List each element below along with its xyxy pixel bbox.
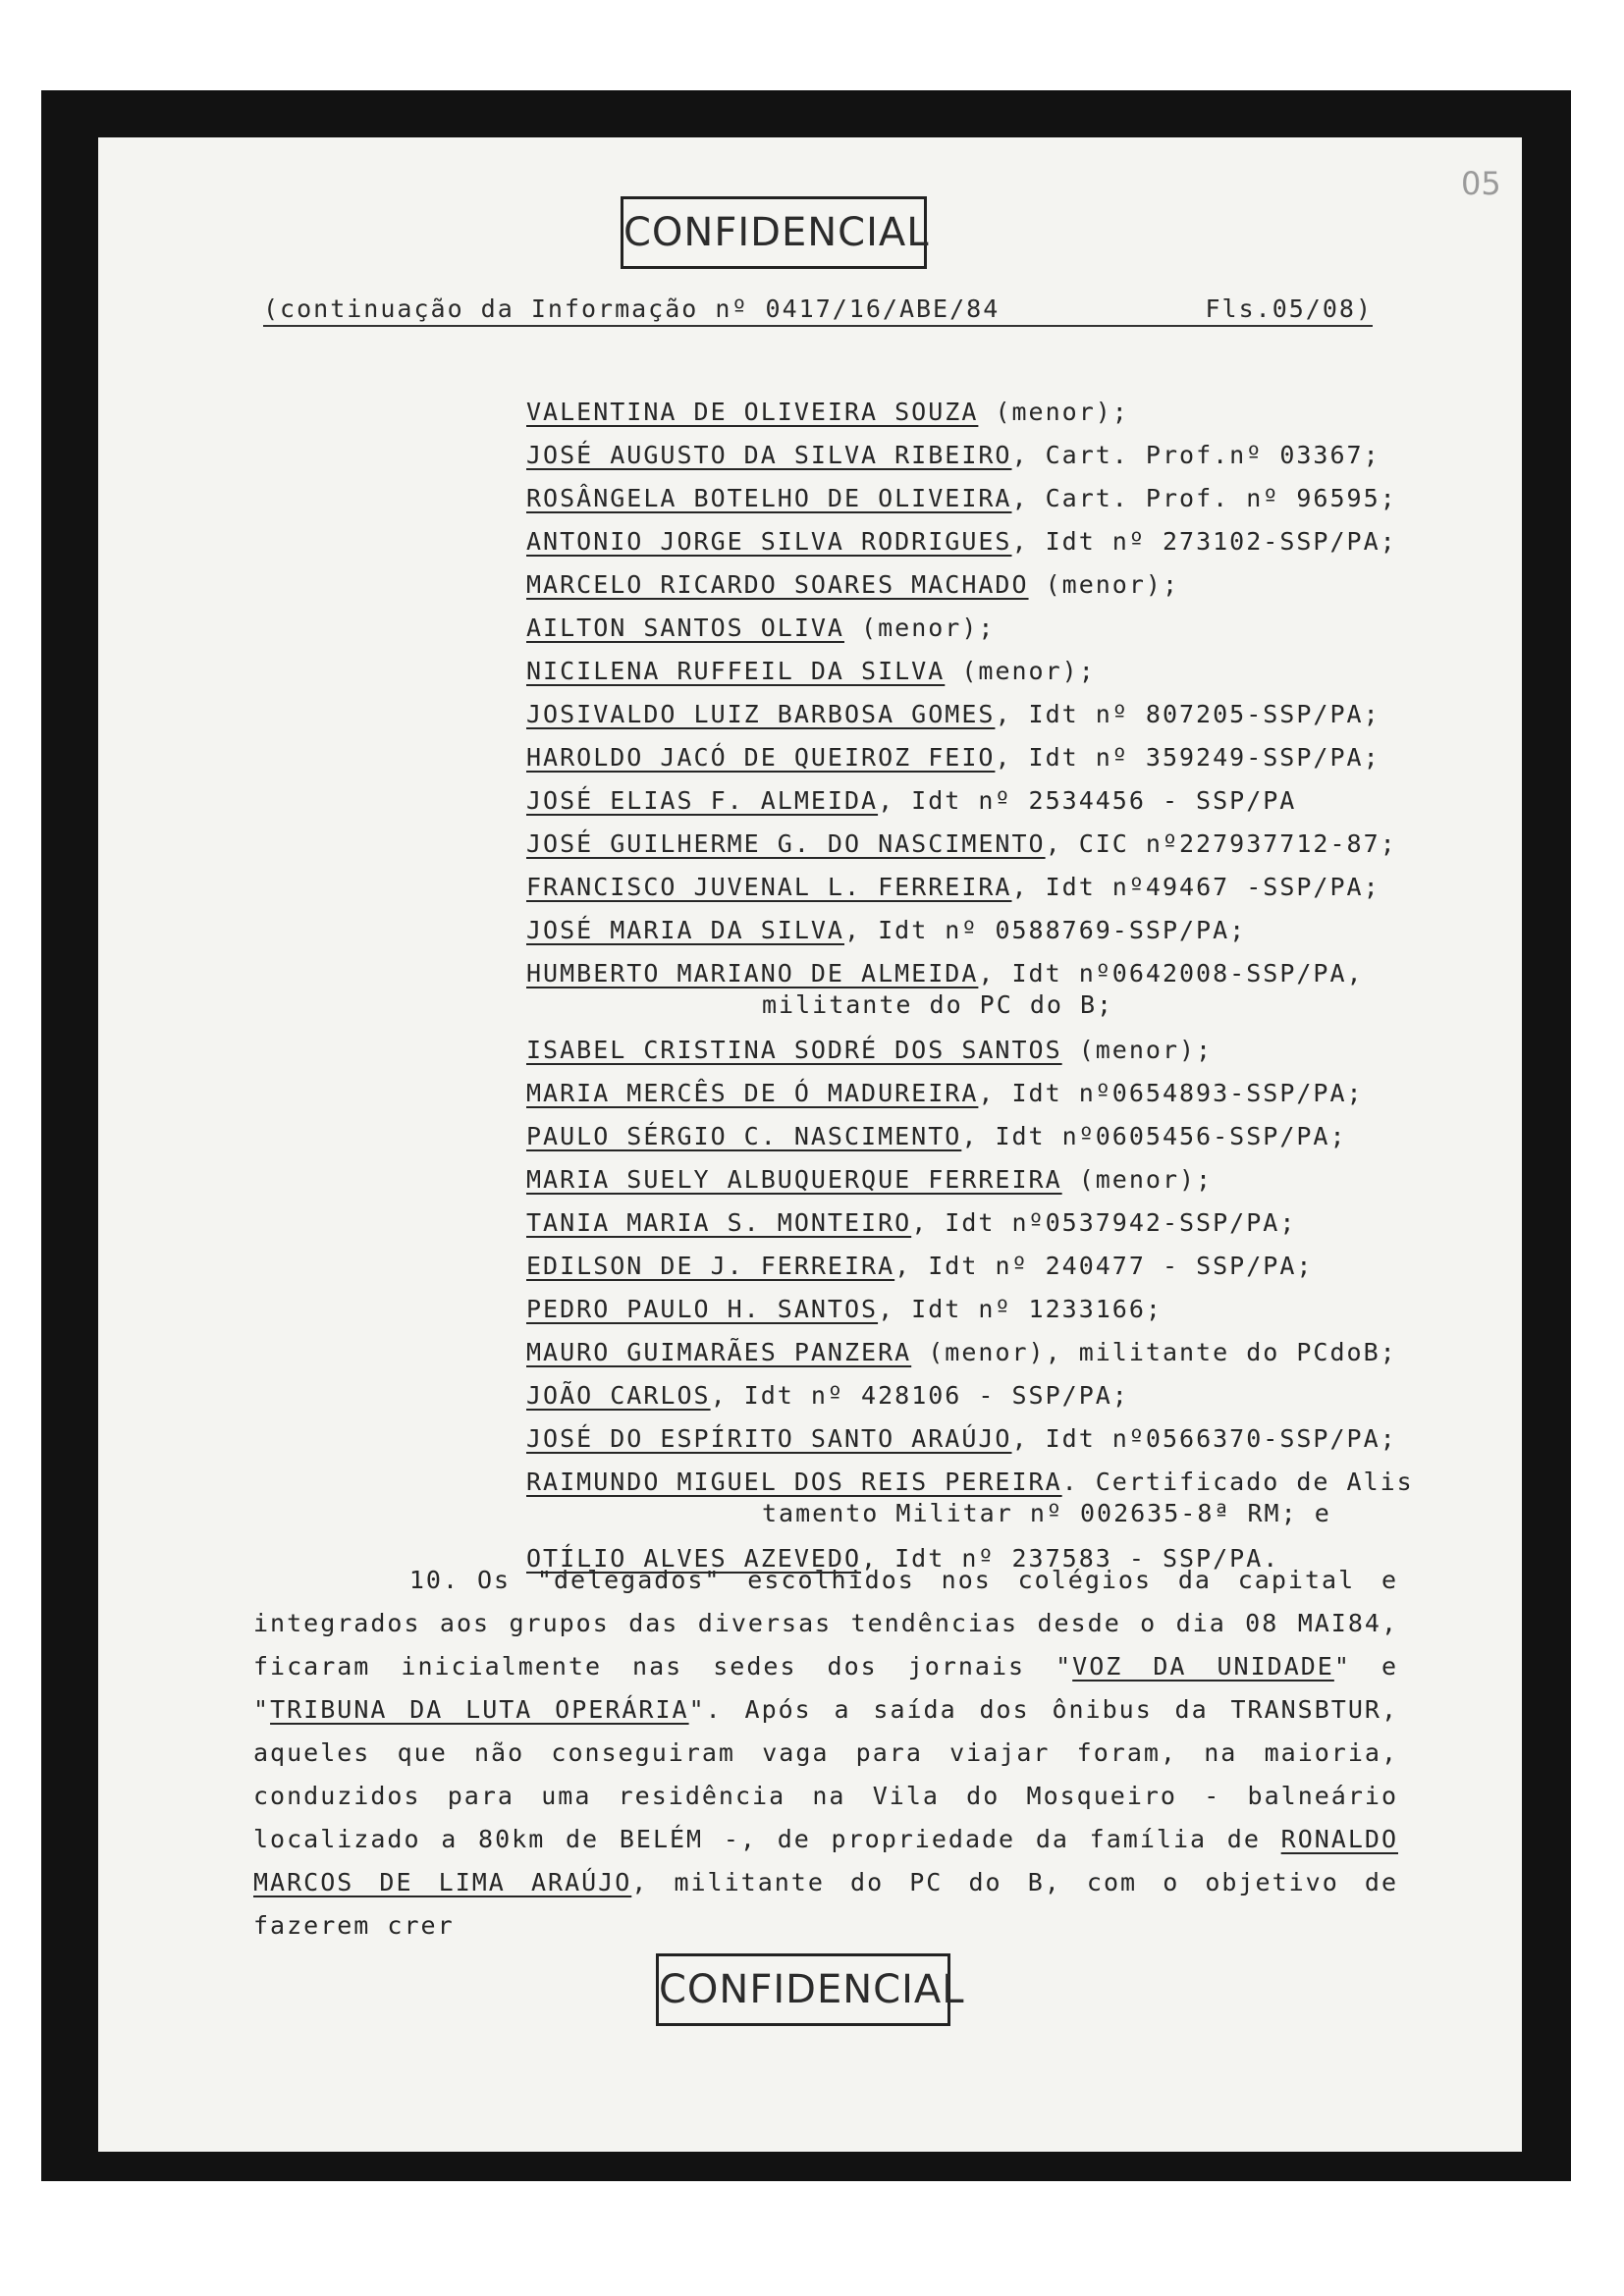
person-details: (menor); — [1061, 1165, 1214, 1194]
list-item — [526, 520, 1430, 563]
list-item — [526, 779, 1430, 823]
person-name: JOSIVALDO LUIZ BARBOSA GOMES — [526, 700, 996, 728]
confidential-stamp-top: CONFIDENCIAL — [621, 196, 927, 269]
person-name: HAROLDO JACÓ DE QUEIROZ FEIO — [526, 743, 996, 772]
list-item — [526, 1461, 1430, 1537]
person-name: JOSÉ DO ESPÍRITO SANTO ARAÚJO — [526, 1424, 1012, 1453]
person-name: JOSÉ MARIA DA SILVA — [526, 916, 844, 944]
list-item — [526, 909, 1430, 952]
paragraph-text-1: Os "delegados" escolhidos nos colégios da capital e integrados aos grupos das diversas tendências desde o dia 08 MAI84, ficaram inicialmente nas sedes dos jornais " — [253, 1566, 1398, 1681]
header-title: (continuação da Informação nº 0417/16/ABE/84 — [263, 294, 1001, 323]
person-details: , Idt nº 807205-SSP/PA; — [995, 700, 1380, 728]
person-name: TANIA MARIA S. MONTEIRO — [526, 1208, 912, 1237]
person-details: , Idt nº 237583 - SSP/PA. — [861, 1544, 1280, 1573]
folio-number: Fls.05/08) — [1205, 294, 1373, 323]
person-name: JOSÉ GUILHERME G. DO NASCIMENTO — [526, 829, 1046, 858]
person-details: , Idt nº0642008-SSP/PA, — [978, 959, 1364, 988]
list-item — [526, 391, 1430, 434]
list-item — [526, 1417, 1430, 1461]
person-name: FRANCISCO JUVENAL L. FERREIRA — [526, 873, 1012, 901]
paragraph-text-4: , militante do PC do B, com o objetivo de fazerem crer — [253, 1868, 1398, 1940]
person-name: NICILENA RUFFEIL DA SILVA — [526, 657, 946, 685]
list-item — [526, 1331, 1430, 1374]
list-item — [526, 1072, 1430, 1115]
person-name: RAIMUNDO MIGUEL DOS REIS PEREIRA — [526, 1468, 1062, 1496]
person-details: (menor); — [1028, 570, 1180, 599]
person-name: JOSÉ AUGUSTO DA SILVA RIBEIRO — [526, 441, 1012, 469]
person-details: , Idt nº 2534456 - SSP/PA — [878, 786, 1297, 815]
person-details: , Idt nº0605456-SSP/PA; — [961, 1122, 1347, 1150]
person-name: MARIA MERCÊS DE Ó MADUREIRA — [526, 1079, 979, 1107]
paragraph-number: 10. — [408, 1566, 460, 1594]
confidential-stamp-bottom: CONFIDENCIAL — [656, 1953, 950, 2026]
list-item — [526, 477, 1430, 520]
person-name: JOSÉ ELIAS F. ALMEIDA — [526, 786, 879, 815]
list-item — [526, 1288, 1430, 1331]
person-details: (menor); — [1061, 1036, 1214, 1064]
person-name: MAURO GUIMARÃES PANZERA — [526, 1338, 912, 1366]
names-list — [526, 391, 1430, 1580]
person-name: MARCELO RICARDO SOARES MACHADO — [526, 570, 1029, 599]
person-details: , Idt nº49467 -SSP/PA; — [1011, 873, 1380, 901]
paragraph-text-3: ". Após a saída dos ônibus da TRANSBTUR, aqueles que não conseguiram vaga para viajar foram, na maioria, conduzidos para uma residência na Vila do Mosqueiro - balneário localizado a 80km de BELÉM -, de propriedade da família de — [253, 1695, 1398, 1853]
person-details: , Idt nº 240477 - SSP/PA; — [894, 1252, 1314, 1280]
person-details: , Idt nº 428106 - SSP/PA; — [710, 1381, 1129, 1410]
person-name: HUMBERTO MARIANO DE ALMEIDA — [526, 959, 979, 988]
person-details: , Idt nº0537942-SSP/PA; — [911, 1208, 1297, 1237]
list-item — [526, 1374, 1430, 1417]
list-item — [526, 693, 1430, 736]
person-ronaldo: RONALDO MARCOS DE LIMA ARAÚJO — [253, 1825, 1398, 1896]
list-item — [526, 1245, 1430, 1288]
list-item — [526, 650, 1430, 693]
list-item — [526, 607, 1430, 650]
person-name: MARIA SUELY ALBUQUERQUE FERREIRA — [526, 1165, 1062, 1194]
person-details: , Idt nº 273102-SSP/PA; — [1011, 527, 1397, 556]
person-details: , Idt nº0654893-SSP/PA; — [978, 1079, 1364, 1107]
person-name: ROSÂNGELA BOTELHO DE OLIVEIRA — [526, 484, 1012, 512]
list-item — [526, 434, 1430, 477]
list-item — [526, 736, 1430, 779]
list-item — [526, 952, 1430, 1029]
person-name: VALENTINA DE OLIVEIRA SOUZA — [526, 398, 979, 426]
person-details: , Cart. Prof.nº 03367; — [1011, 441, 1380, 469]
person-details: . Certificado de Alis — [1061, 1468, 1414, 1496]
person-details: , Cart. Prof. nº 96595; — [1011, 484, 1397, 512]
person-name: JOÃO CARLOS — [526, 1381, 711, 1410]
person-name: PEDRO PAULO H. SANTOS — [526, 1295, 879, 1323]
list-item — [526, 1158, 1430, 1201]
list-item — [526, 1115, 1430, 1158]
list-item — [526, 563, 1430, 607]
newspaper-voz-da-unidade: VOZ DA UNIDADE — [1072, 1652, 1334, 1681]
person-details: , Idt nº 1233166; — [878, 1295, 1163, 1323]
page-mark: 05 — [1461, 165, 1501, 202]
person-name: EDILSON DE J. FERREIRA — [526, 1252, 895, 1280]
person-details: , Idt nº 0588769-SSP/PA; — [843, 916, 1247, 944]
person-details: , Idt nº 359249-SSP/PA; — [995, 743, 1380, 772]
person-details: (menor); — [945, 657, 1096, 685]
person-details-continued: tamento Militar nº 002635-8ª RM; e — [762, 1499, 1331, 1527]
person-details: , Idt nº0566370-SSP/PA; — [1011, 1424, 1397, 1453]
person-details: (menor), militante do PCdoB; — [911, 1338, 1397, 1366]
list-item — [526, 1029, 1430, 1072]
person-details: (menor); — [978, 398, 1129, 426]
person-name: ANTONIO JORGE SILVA RODRIGUES — [526, 527, 1012, 556]
person-name: ISABEL CRISTINA SODRÉ DOS SANTOS — [526, 1036, 1062, 1064]
document-header — [263, 294, 1373, 327]
person-name: OTÍLIO ALVES AZEVEDO — [526, 1544, 862, 1573]
list-item — [526, 866, 1430, 909]
person-name: PAULO SÉRGIO C. NASCIMENTO — [526, 1122, 962, 1150]
person-details-continued: militante do PC do B; — [762, 990, 1114, 1019]
newspaper-tribuna: TRIBUNA DA LUTA OPERÁRIA — [270, 1695, 689, 1724]
paragraph-text-2: " e " — [253, 1652, 1398, 1724]
list-item — [526, 823, 1430, 866]
list-item — [526, 1201, 1430, 1245]
person-name: AILTON SANTOS OLIVA — [526, 614, 844, 642]
person-details: , CIC nº227937712-87; — [1045, 829, 1397, 858]
paragraph-10 — [253, 1559, 1398, 1948]
person-details: (menor); — [843, 614, 996, 642]
